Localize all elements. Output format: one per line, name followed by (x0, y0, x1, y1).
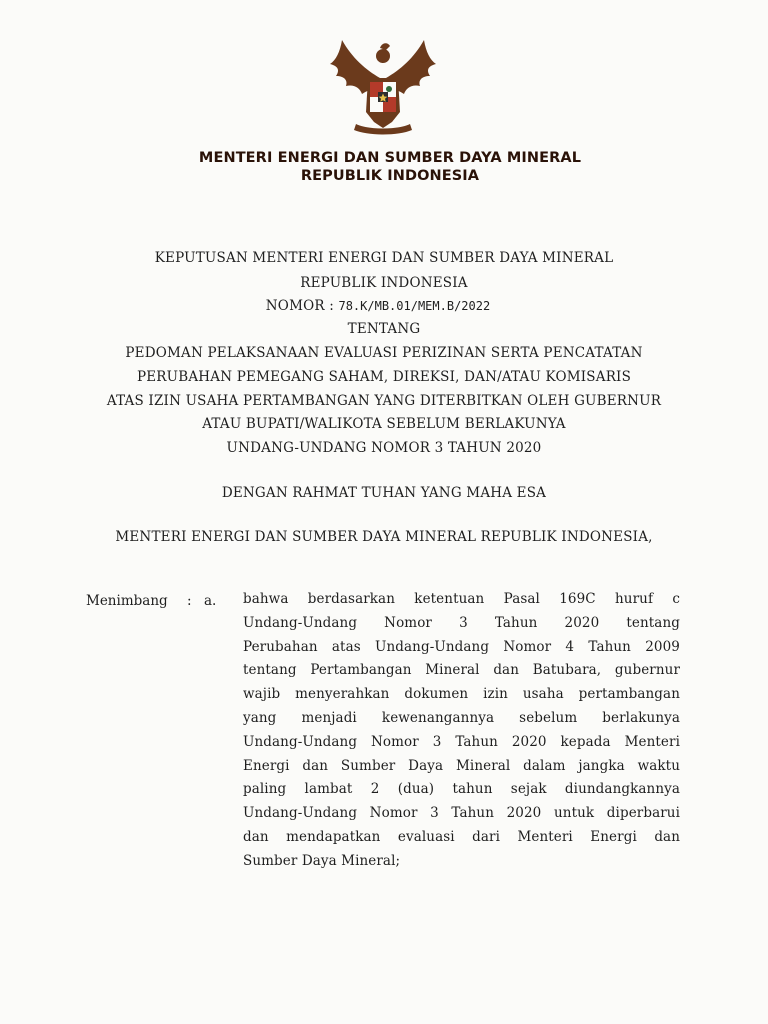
considering-text-line: tentang Pertambangan Mineral dan Batubara, gubernur (243, 662, 680, 679)
ministry-country: REPUBLIK INDONESIA (300, 168, 480, 184)
decree-title-line2: REPUBLIK INDONESIA (300, 275, 468, 291)
considering-text-line: Undang-Undang Nomor 3 Tahun 2020 untuk diperbarui (243, 805, 680, 822)
decree-blessing: DENGAN RAHMAT TUHAN YANG MAHA ESA (221, 485, 547, 501)
decree-subject-line: PEDOMAN PELAKSANAAN EVALUASI PERIZINAN SERTA PENCATATAN (125, 345, 643, 361)
considering-colon: : (187, 593, 192, 609)
decree-number (0, 298, 762, 314)
considering-text-line: bahwa berdasarkan ketentuan Pasal 169C huruf c (243, 591, 680, 607)
decree-number-value: 78.K/MB.01/MEM.B/2022 (338, 299, 491, 313)
considering-text-line: Energi dan Sumber Daya Mineral dalam jangka waktu (243, 757, 680, 774)
decree-number-label: NOMOR : (265, 298, 334, 314)
considering-text-line: dan mendapatkan evaluasi dari Menteri Energi dan (243, 828, 680, 845)
considering-item-letter: a. (204, 593, 217, 609)
decree-about: TENTANG (347, 321, 421, 337)
decree-subject-line: PERUBAHAN PEMEGANG SAHAM, DIREKSI, DAN/ATAU KOMISARIS (136, 369, 632, 385)
considering-label: Menimbang (86, 593, 168, 609)
considering-text-line: Sumber Daya Mineral; (243, 852, 401, 869)
considering-text-line: wajib menyerahkan dokumen izin usaha pertambangan (243, 686, 680, 703)
decree-subject-line: ATAS IZIN USAHA PERTAMBANGAN YANG DITERBITKAN OLEH GUBERNUR (106, 393, 662, 409)
considering-text-line: yang menjadi kewenangannya sebelum berlakunya (243, 709, 680, 726)
ministry-name: MENTERI ENERGI DAN SUMBER DAYA MINERAL (198, 150, 582, 166)
considering-item-text (243, 588, 680, 874)
considering-text-line: Perubahan atas Undang-Undang Nomor 4 Tahun 2009 (243, 638, 680, 655)
considering-text-line: Undang-Undang Nomor 3 Tahun 2020 kepada Menteri (243, 733, 680, 750)
decree-subject-line: UNDANG-UNDANG NOMOR 3 TAHUN 2020 (226, 440, 542, 456)
decree-issuer: MENTERI ENERGI DAN SUMBER DAYA MINERAL REPUBLIK INDONESIA, (115, 529, 653, 545)
decree-title-line1: KEPUTUSAN MENTERI ENERGI DAN SUMBER DAYA MINERAL (154, 250, 614, 266)
considering-text-line: Undang-Undang Nomor 3 Tahun 2020 tentang (243, 614, 680, 631)
garuda-emblem-icon (322, 30, 444, 140)
decree-subject-line: ATAU BUPATI/WALIKOTA SEBELUM BERLAKUNYA (202, 416, 566, 432)
considering-text-line: paling lambat 2 (dua) tahun sejak diundangkannya (243, 781, 680, 798)
